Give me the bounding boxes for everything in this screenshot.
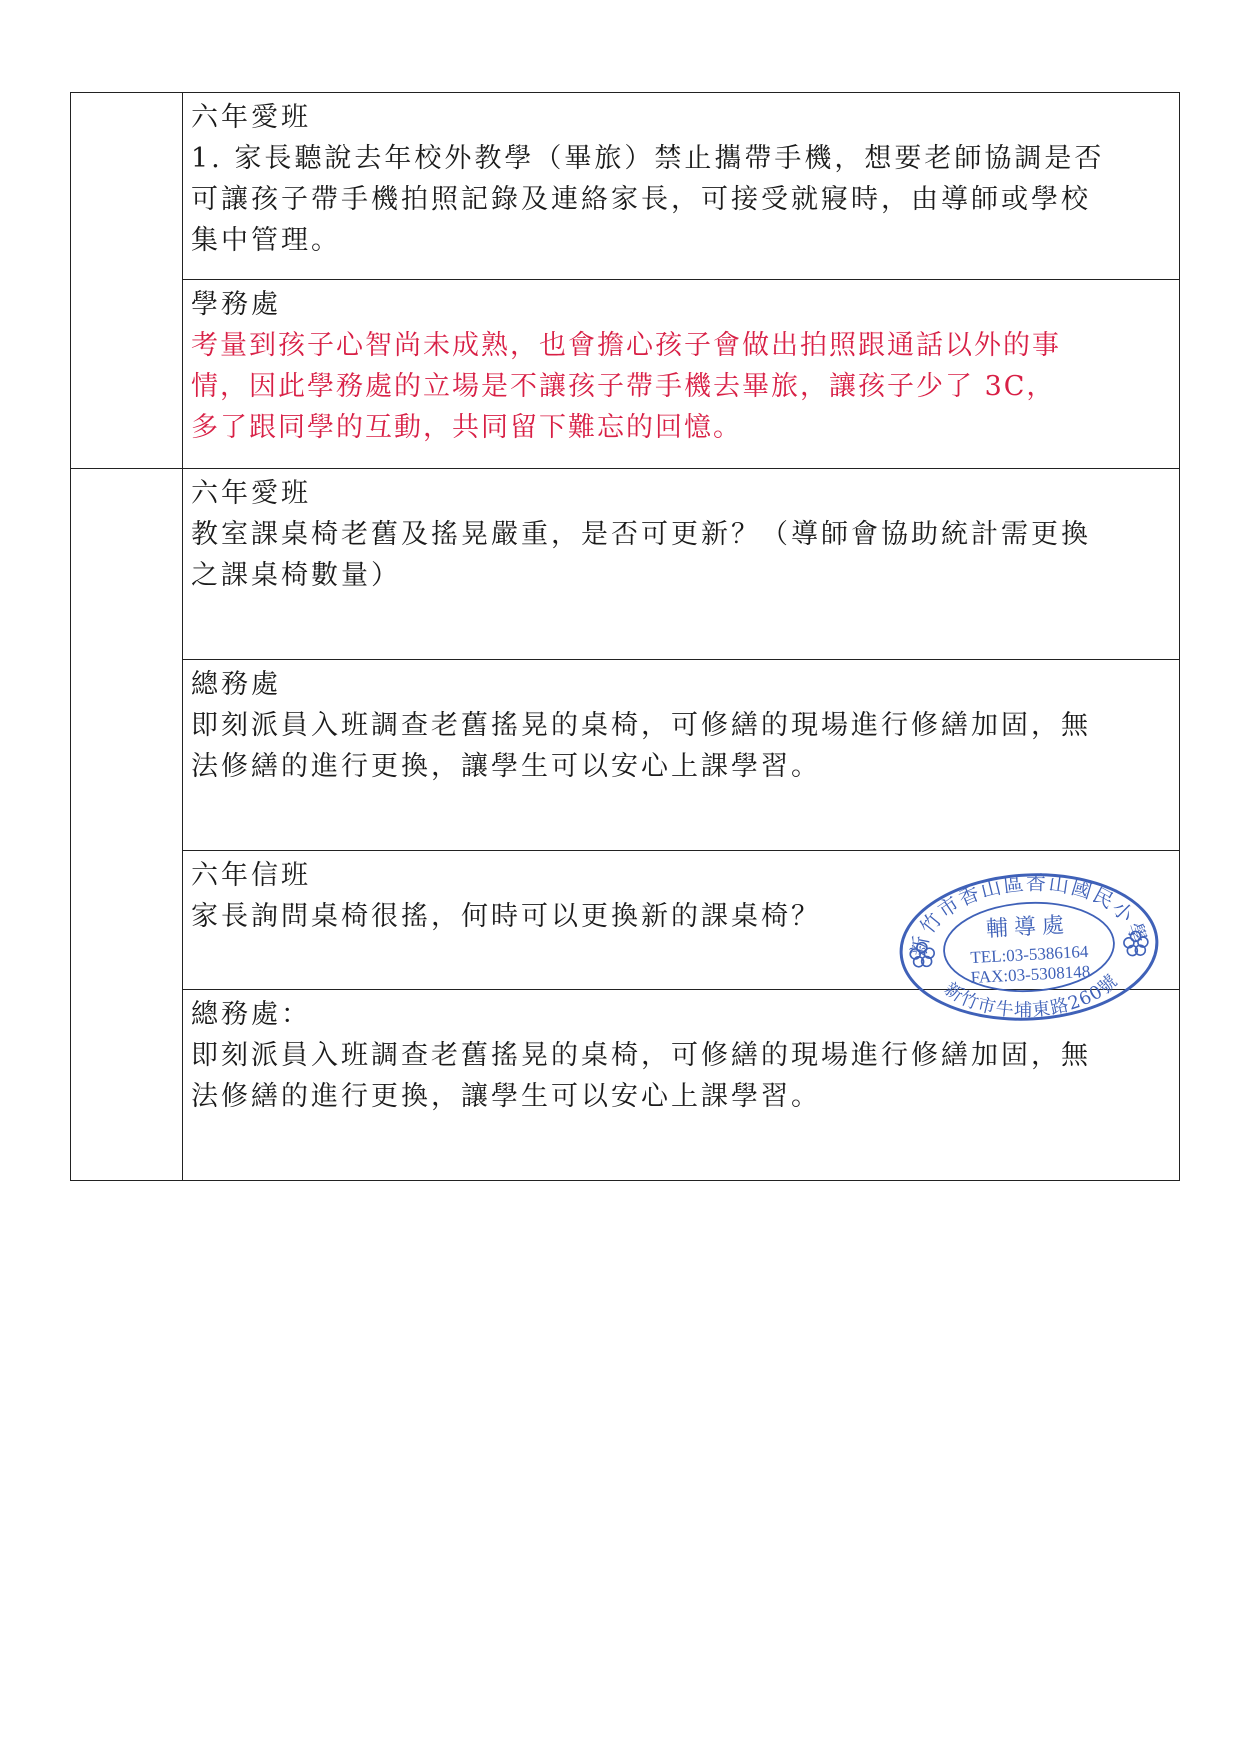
- left-label-cell: [71, 469, 183, 1181]
- office-name: 學務處: [191, 289, 281, 320]
- table-row: [71, 93, 1180, 280]
- answer-text-line: 情，因此學務處的立場是不讓孩子帶手機去畢旅，讓孩子少了 3C，: [191, 371, 1056, 402]
- table-row: [71, 660, 1180, 851]
- seal-address: 新竹市牛埔東路260號: [940, 970, 1123, 1022]
- answer-text-line: 即刻派員入班調查老舊搖晃的桌椅，可修繕的現場進行修繕加固，無: [191, 710, 1091, 741]
- table-row: [71, 469, 1180, 660]
- question-text-line: 家長詢問桌椅很搖，何時可以更換新的課桌椅？: [191, 901, 821, 932]
- answer-cell: [183, 280, 1180, 469]
- answer-text-line: 考量到孩子心智尚未成熟，也會擔心孩子會做出拍照跟通話以外的事: [191, 330, 1061, 361]
- table-row: [71, 280, 1180, 469]
- seal-fax: FAX:03-5308148: [970, 961, 1091, 988]
- question-text-line: 集中管理。: [191, 225, 341, 256]
- question-text-line: 可讓孩子帶手機拍照記錄及連絡家長，可接受就寢時，由導師或學校: [191, 184, 1091, 215]
- answer-text-line: 法修繕的進行更換，讓學生可以安心上課學習。: [191, 1081, 821, 1112]
- question-text-line: 之課桌椅數量）: [191, 560, 401, 591]
- seal-office-name: 輔導處: [985, 912, 1071, 943]
- question-cell: [183, 93, 1180, 280]
- answer-text-line: 法修繕的進行更換，讓學生可以安心上課學習。: [191, 751, 821, 782]
- question-text-line: 教室課桌椅老舊及搖晃嚴重，是否可更新？（導師會協助統計需更換: [191, 519, 1091, 550]
- seal-school-name: 新竹市香山區香山國民小學: [906, 870, 1152, 959]
- answer-text-line: 即刻派員入班調查老舊搖晃的桌椅，可修繕的現場進行修繕加固，無: [191, 1040, 1091, 1071]
- office-name: 總務處：: [191, 999, 311, 1030]
- left-label-cell: [71, 93, 183, 469]
- answer-cell: [183, 660, 1180, 851]
- school-seal-stamp: [894, 865, 1163, 1029]
- question-cell: [183, 469, 1180, 660]
- class-name: 六年信班: [191, 860, 311, 891]
- class-name: 六年愛班: [191, 102, 311, 133]
- seal-tel: TEL:03-5386164: [969, 941, 1089, 968]
- answer-text-line: 多了跟同學的互動，共同留下難忘的回憶。: [191, 412, 742, 443]
- question-text-line: 1. 家長聽說去年校外教學（畢旅）禁止攜帶手機，想要老師協調是否: [191, 143, 1105, 174]
- office-name: 總務處: [191, 669, 281, 700]
- class-name: 六年愛班: [191, 478, 311, 509]
